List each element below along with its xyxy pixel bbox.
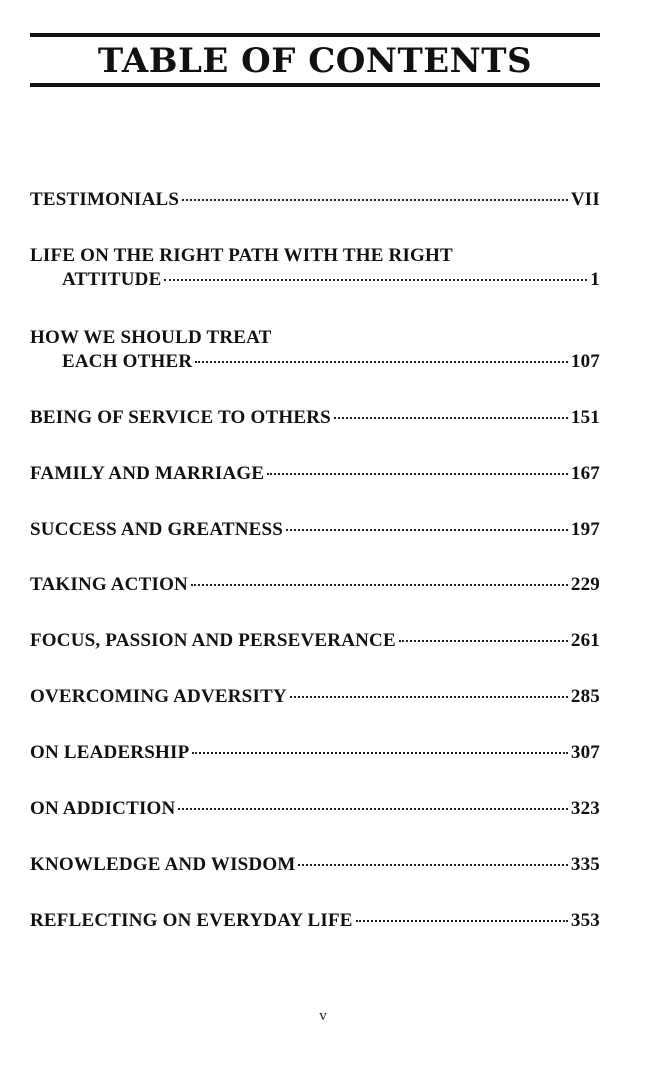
toc-entry-page: 261: [570, 630, 600, 651]
toc-entry-title: HOW WE SHOULD TREAT: [30, 327, 272, 348]
toc-entry-line: [30, 244, 600, 268]
toc-entry-page: 323: [570, 798, 600, 819]
table-of-contents: [30, 0, 600, 1080]
toc-entry-page: 353: [570, 910, 600, 931]
dot-leader: [356, 920, 568, 922]
toc-entry-knowledge-and-wisdom[interactable]: [30, 853, 600, 877]
dot-leader: [399, 640, 568, 642]
toc-entry-title: SUCCESS AND GREATNESS: [30, 519, 284, 540]
toc-entry-page: VII: [570, 189, 600, 210]
toc-entry-title: OVERCOMING ADVERSITY: [30, 686, 287, 707]
toc-entry-success-and-greatness[interactable]: [30, 518, 600, 542]
toc-entry-testimonials[interactable]: [30, 188, 600, 212]
toc-entry-title-continued: EACH OTHER: [62, 351, 193, 372]
page-number-footer: v: [319, 1008, 327, 1024]
toc-entry-family-and-marriage[interactable]: [30, 462, 600, 486]
toc-entry-title: ON LEADERSHIP: [30, 742, 190, 763]
dot-leader: [178, 808, 567, 810]
toc-entry-title: REFLECTING ON EVERYDAY LIFE: [30, 910, 353, 931]
toc-entry-being-of-service[interactable]: [30, 406, 600, 430]
toc-entry-how-we-should-treat[interactable]: [30, 326, 600, 374]
toc-entry-page: 107: [570, 351, 600, 372]
toc-entry-line: [30, 573, 600, 597]
toc-entry-page: 335: [570, 854, 600, 875]
toc-entry-line: [30, 797, 600, 821]
toc-entry-title-continued: ATTITUDE: [62, 269, 162, 290]
dot-leader: [267, 473, 568, 475]
toc-entry-line: [30, 685, 600, 709]
toc-entry-life-on-the-right-path[interactable]: [30, 244, 600, 292]
dot-leader: [164, 279, 587, 281]
toc-entry-line: [30, 462, 600, 486]
toc-entry-page: 197: [570, 519, 600, 540]
dot-leader: [286, 529, 568, 531]
page-title: TABLE OF CONTENTS: [97, 41, 533, 81]
toc-entry-line-continued: [30, 268, 600, 292]
toc-entry-on-leadership[interactable]: [30, 741, 600, 765]
toc-entry-line: [30, 406, 600, 430]
toc-entry-line: [30, 188, 600, 212]
toc-entry-title: LIFE ON THE RIGHT PATH WITH THE RIGHT: [30, 245, 453, 266]
dot-leader: [290, 696, 568, 698]
toc-entry-page: 229: [570, 574, 600, 595]
toc-entry-line: [30, 741, 600, 765]
toc-entry-title: FAMILY AND MARRIAGE: [30, 463, 265, 484]
toc-entry-line: [30, 853, 600, 877]
toc-entry-line: [30, 326, 600, 350]
toc-entry-page: 307: [570, 742, 600, 763]
toc-entry-title: ON ADDICTION: [30, 798, 176, 819]
toc-entry-page: 1: [590, 269, 600, 290]
toc-entry-line: [30, 629, 600, 653]
dot-leader: [195, 361, 568, 363]
toc-entry-reflecting-on-everyday-life[interactable]: [30, 909, 600, 933]
toc-entry-page: 285: [570, 686, 600, 707]
dot-leader: [192, 752, 568, 754]
dot-leader: [334, 417, 568, 419]
toc-entry-line: [30, 909, 600, 933]
toc-entry-page: 167: [570, 463, 600, 484]
toc-entry-title: FOCUS, PASSION AND PERSEVERANCE: [30, 630, 396, 651]
toc-entry-page: 151: [570, 407, 600, 428]
dot-leader: [182, 199, 568, 201]
dot-leader: [298, 864, 567, 866]
toc-entry-on-addiction[interactable]: [30, 797, 600, 821]
toc-entry-overcoming-adversity[interactable]: [30, 685, 600, 709]
toc-entry-taking-action[interactable]: [30, 573, 600, 597]
toc-entry-line-continued: [30, 350, 600, 374]
toc-entry-title: TESTIMONIALS: [30, 189, 180, 210]
toc-entry-title: KNOWLEDGE AND WISDOM: [30, 854, 296, 875]
dot-leader: [191, 584, 568, 586]
toc-entry-line: [30, 518, 600, 542]
toc-entry-title: BEING OF SERVICE TO OTHERS: [30, 407, 331, 428]
toc-entry-focus-passion-perseverance[interactable]: [30, 629, 600, 653]
toc-entry-title: TAKING ACTION: [30, 574, 188, 595]
